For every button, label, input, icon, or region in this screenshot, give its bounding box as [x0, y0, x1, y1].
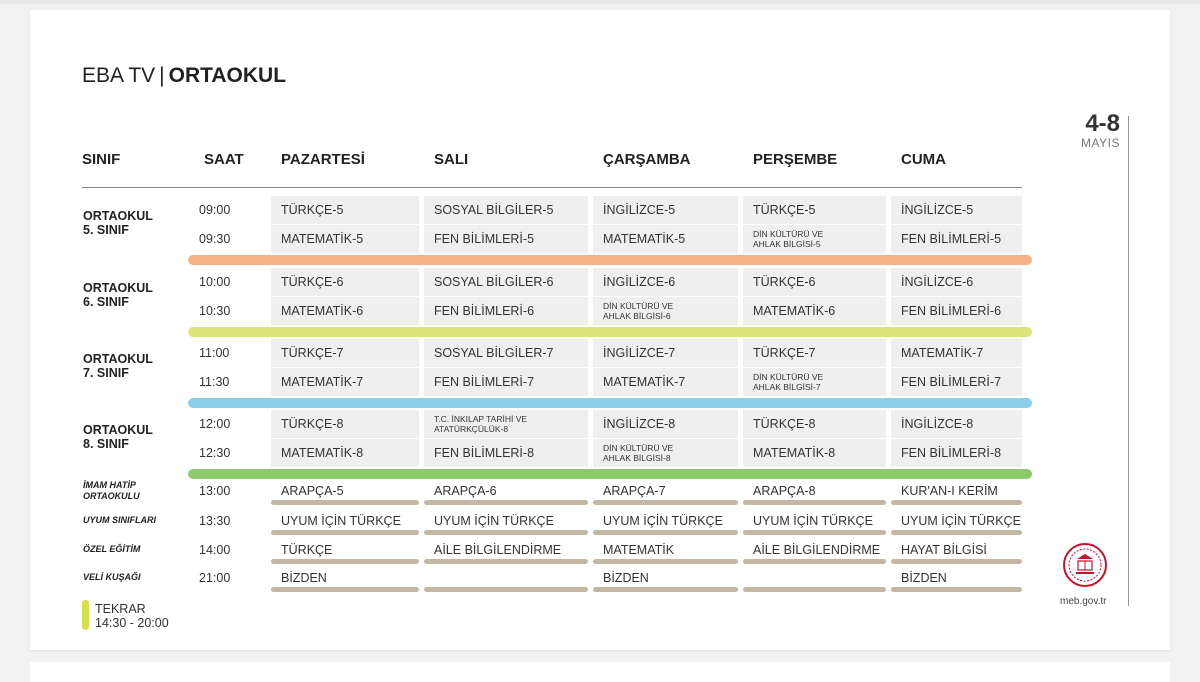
time-slot: 14:00	[199, 543, 231, 557]
lesson-wednesday: MATEMATİK-7	[603, 375, 686, 389]
lesson-monday: MATEMATİK-7	[281, 375, 364, 389]
lesson-monday: BİZDEN	[281, 571, 327, 585]
time-slot: 11:30	[199, 375, 230, 389]
vertical-divider	[1128, 116, 1129, 606]
lesson-thursday: MATEMATİK-8	[753, 446, 836, 460]
level-label: ORTAOKUL	[168, 64, 287, 87]
lesson-wednesday: İNGİLİZCE-6	[603, 275, 676, 289]
group-separator-bar	[188, 469, 1032, 479]
time-slot: 10:00	[199, 275, 231, 289]
time-slot: 12:00	[199, 417, 231, 431]
lesson-wednesday: BİZDEN	[603, 571, 649, 585]
header-day-wednesday: ÇARŞAMBA	[603, 151, 691, 168]
lesson-friday: MATEMATİK-7	[901, 346, 984, 360]
cell-underline	[891, 500, 1022, 505]
group-label: ORTAOKUL 8. SINIF	[83, 423, 153, 451]
lesson-thursday: DİN KÜLTÜRÜ VE AHLAK BİLGİSİ-7	[753, 372, 824, 392]
cell-underline	[424, 587, 588, 592]
time-slot: 10:30	[199, 304, 231, 318]
lesson-tuesday: AİLE BİLGİLENDİRME	[434, 543, 562, 557]
cell-underline	[743, 500, 886, 505]
month-label: MAYIS	[1081, 136, 1120, 150]
lesson-thursday: ARAPÇA-8	[753, 484, 816, 498]
lesson-thursday: UYUM İÇİN TÜRKÇE	[753, 514, 873, 528]
header-sinif: SINIF	[82, 151, 121, 168]
header-day-tuesday: SALI	[434, 151, 469, 168]
lesson-thursday: TÜRKÇE-7	[753, 346, 816, 360]
time-slot: 09:00	[199, 203, 231, 217]
top-border	[0, 0, 1200, 4]
brand-label: EBA TV	[82, 64, 156, 87]
lesson-wednesday: MATEMATİK-5	[603, 232, 686, 246]
header-day-thursday: PERŞEMBE	[753, 151, 838, 168]
lesson-monday: MATEMATİK-5	[281, 232, 364, 246]
lesson-wednesday: ARAPÇA-7	[603, 484, 666, 498]
time-slot: 13:00	[199, 484, 231, 498]
lesson-wednesday: DİN KÜLTÜRÜ VE AHLAK BİLGİSİ-6	[603, 301, 674, 321]
cell-underline	[271, 587, 419, 592]
lesson-friday: HAYAT BİLGİSİ	[901, 543, 987, 557]
lesson-monday: UYUM İÇİN TÜRKÇE	[281, 514, 401, 528]
cell-underline	[743, 559, 886, 564]
lesson-friday: KUR'AN-I KERİM	[901, 484, 998, 498]
lesson-monday: TÜRKÇE-8	[281, 417, 344, 431]
meb-site-label: meb.gov.tr	[1060, 596, 1107, 607]
cell-underline	[271, 530, 419, 535]
header-day-friday: CUMA	[901, 151, 946, 168]
lesson-tuesday: ARAPÇA-6	[434, 484, 497, 498]
lesson-friday: İNGİLİZCE-8	[901, 417, 974, 431]
lesson-monday: TÜRKÇE-5	[281, 203, 344, 217]
meb-logo-icon	[1062, 542, 1108, 588]
group-separator-bar	[188, 255, 1032, 265]
tekrar-time: 14:30 - 20:00	[95, 616, 169, 630]
lesson-wednesday: MATEMATİK	[603, 543, 675, 557]
time-slot: 13:30	[199, 514, 231, 528]
lesson-wednesday: İNGİLİZCE-8	[603, 417, 676, 431]
lesson-thursday: TÜRKÇE-8	[753, 417, 816, 431]
date-range: 4-8	[1085, 110, 1120, 137]
group-label: ORTAOKUL 6. SINIF	[83, 281, 153, 309]
header-day-monday: PAZARTESİ	[281, 151, 365, 168]
tekrar-label: TEKRAR	[95, 602, 146, 616]
special-program-label: UYUM SINIFLARI	[83, 515, 156, 525]
time-slot: 11:00	[199, 346, 230, 360]
lesson-tuesday: FEN BİLİMLERİ-5	[434, 232, 535, 246]
cell-underline	[271, 500, 419, 505]
cell-underline	[593, 500, 738, 505]
cell-underline	[593, 587, 738, 592]
special-program-label: ÖZEL EĞİTİM	[83, 544, 141, 554]
lesson-wednesday: İNGİLİZCE-5	[603, 203, 676, 217]
special-program-label: VELİ KUŞAĞI	[83, 572, 141, 582]
header-saat: SAAT	[204, 151, 244, 168]
lesson-monday: MATEMATİK-8	[281, 446, 364, 460]
lesson-monday: ARAPÇA-5	[281, 484, 344, 498]
lesson-tuesday: SOSYAL BİLGİLER-6	[434, 275, 554, 289]
group-separator-bar	[188, 398, 1032, 408]
cell-underline	[424, 559, 588, 564]
cell-underline	[743, 530, 886, 535]
lesson-tuesday: SOSYAL BİLGİLER-5	[434, 203, 554, 217]
lesson-friday: İNGİLİZCE-5	[901, 203, 974, 217]
special-program-label: İMAM HATİP ORTAOKULU	[83, 480, 140, 501]
lesson-friday: BİZDEN	[901, 571, 947, 585]
title-separator: |	[159, 64, 165, 87]
lesson-tuesday: FEN BİLİMLERİ-7	[434, 375, 535, 389]
lesson-thursday: MATEMATİK-6	[753, 304, 836, 318]
lesson-tuesday: UYUM İÇİN TÜRKÇE	[434, 514, 554, 528]
lesson-monday: TÜRKÇE-6	[281, 275, 344, 289]
lesson-wednesday: DİN KÜLTÜRÜ VE AHLAK BİLGİSİ-8	[603, 443, 674, 463]
cell-underline	[271, 559, 419, 564]
lesson-thursday: DİN KÜLTÜRÜ VE AHLAK BİLGİSİ-5	[753, 229, 824, 249]
lesson-tuesday: FEN BİLİMLERİ-8	[434, 446, 535, 460]
lesson-monday: TÜRKÇE-7	[281, 346, 344, 360]
lesson-tuesday: SOSYAL BİLGİLER-7	[434, 346, 554, 360]
time-slot: 12:30	[199, 446, 231, 460]
lesson-friday: UYUM İÇİN TÜRKÇE	[901, 514, 1021, 528]
lesson-thursday: TÜRKÇE-6	[753, 275, 816, 289]
lesson-friday: FEN BİLİMLERİ-6	[901, 304, 1002, 318]
lesson-tuesday: FEN BİLİMLERİ-6	[434, 304, 535, 318]
lesson-friday: İNGİLİZCE-6	[901, 275, 974, 289]
cell-underline	[424, 500, 588, 505]
time-slot: 09:30	[199, 232, 231, 246]
group-separator-bar	[188, 327, 1032, 337]
cell-underline	[891, 587, 1022, 592]
lesson-wednesday: İNGİLİZCE-7	[603, 346, 676, 360]
lesson-monday: MATEMATİK-6	[281, 304, 364, 318]
time-slot: 21:00	[199, 571, 231, 585]
date-range-block	[1060, 112, 1120, 150]
lesson-tuesday: T.C. İNKILAP TARİHİ VE ATATÜRKÇÜLÜK-8	[434, 414, 528, 434]
header-rule	[82, 187, 1022, 188]
cell-underline	[424, 530, 588, 535]
lesson-friday: FEN BİLİMLERİ-8	[901, 446, 1002, 460]
cell-underline	[593, 559, 738, 564]
cell-underline	[593, 530, 738, 535]
lesson-monday: TÜRKÇE	[281, 543, 333, 557]
cell-underline	[743, 587, 886, 592]
next-page-edge	[30, 662, 1170, 682]
page-title	[82, 64, 286, 88]
lesson-wednesday: UYUM İÇİN TÜRKÇE	[603, 514, 723, 528]
tekrar-color-marker	[82, 600, 89, 630]
cell-underline	[891, 530, 1022, 535]
lesson-friday: FEN BİLİMLERİ-7	[901, 375, 1002, 389]
group-label: ORTAOKUL 5. SINIF	[83, 209, 153, 237]
cell-underline	[891, 559, 1022, 564]
lesson-thursday: AİLE BİLGİLENDİRME	[753, 543, 881, 557]
lesson-thursday: TÜRKÇE-5	[753, 203, 816, 217]
lesson-friday: FEN BİLİMLERİ-5	[901, 232, 1002, 246]
group-label: ORTAOKUL 7. SINIF	[83, 352, 153, 380]
tekrar-legend	[95, 602, 169, 630]
